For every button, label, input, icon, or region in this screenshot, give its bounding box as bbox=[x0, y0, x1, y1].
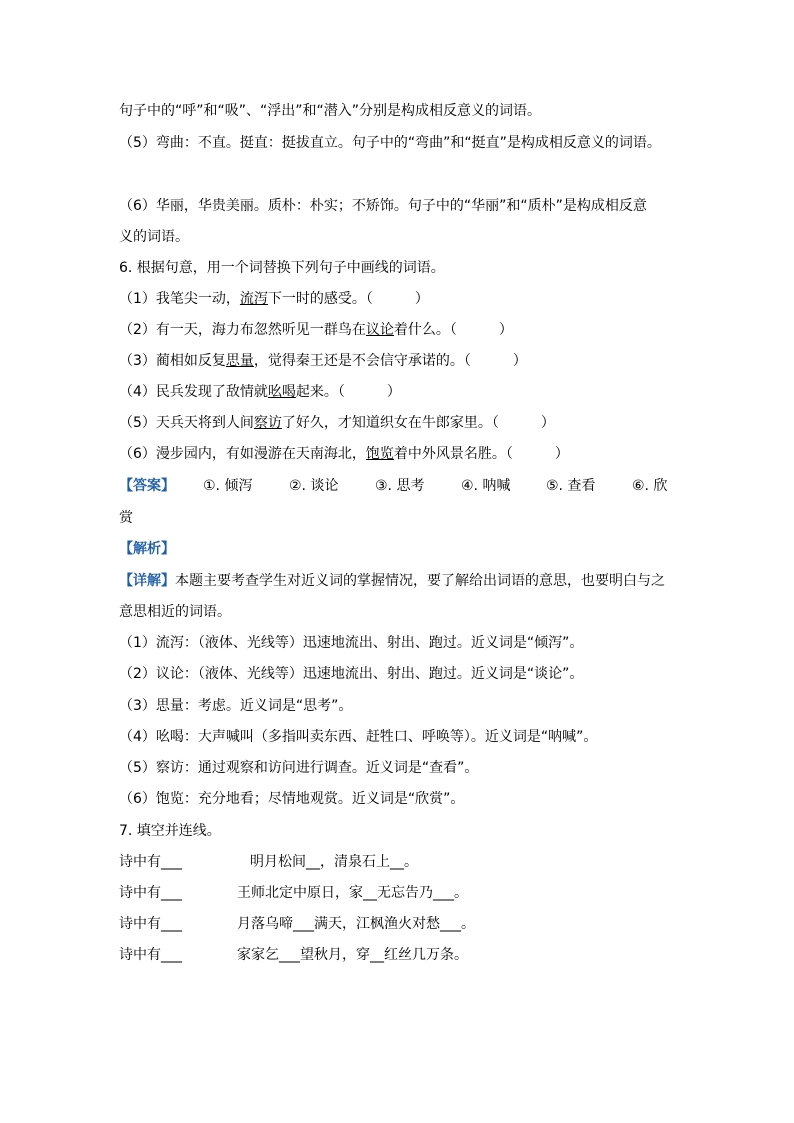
analysis-item: （4）吆喝：大声喊叫（多指叫卖东西、赶牲口、呼唤等）。近义词是“呐喊”。 bbox=[119, 729, 598, 745]
underlined-word: 议论 bbox=[365, 322, 394, 338]
q6-item: （1）我笔尖一动，流泻下一时的感受。（ ） bbox=[119, 291, 429, 307]
q6-item: （5）天兵天将到人间察访了好久，才知道织女在牛郎家里。（ ） bbox=[119, 415, 555, 431]
poem-right: 王师北定中原日，家__无忘告乃___。 bbox=[237, 885, 468, 901]
poem-left: 诗中有___ bbox=[119, 916, 182, 932]
poem-right: 家家乞___望秋月，穿__红丝几万条。 bbox=[237, 947, 468, 963]
q6-item: （2）有一天，海力布忽然听见一群鸟在议论着什么。（ ） bbox=[119, 322, 513, 338]
answer-label: 【答案】 bbox=[119, 478, 175, 494]
question-7-title: 7. 填空并连线。 bbox=[119, 823, 221, 839]
analysis-item: （2）议论：（液体、光线等）迅速地流出、射出、跑过。近义词是“谈论”。 bbox=[119, 666, 584, 682]
analysis-item: （5）察访：通过观察和访问进行调查。近义词是“查看”。 bbox=[119, 760, 479, 776]
text-line: （6）华丽，华贵美丽。质朴：朴实；不矫饰。句子中的“华丽”和“质朴”是构成相反意 bbox=[119, 198, 647, 214]
underlined-word: 察访 bbox=[253, 415, 282, 431]
text-line: 义的词语。 bbox=[119, 229, 189, 245]
answer-item: ②. 谈论 bbox=[289, 478, 339, 494]
q6-item: （3）蔺相如反复思量，觉得秦王还是不会信守承诺的。（ ） bbox=[119, 353, 527, 369]
poem-left: 诗中有___ bbox=[119, 947, 182, 963]
underlined-word: 流泻 bbox=[239, 291, 268, 307]
answer-item: ⑤. 查看 bbox=[546, 478, 596, 494]
analysis-item: （6）饱览：充分地看；尽情地观赏。近义词是“欣赏”。 bbox=[119, 791, 465, 807]
text-line: （5）弯曲：不直。挺直：挺拔直立。句子中的“弯曲”和“挺直”是构成相反意义的词语。 bbox=[119, 135, 661, 151]
text-line: 句子中的“呼”和“吸”、“浮出”和“潜入”分别是构成相反意义的词语。 bbox=[119, 103, 542, 119]
question-6-title: 6. 根据句意，用一个词替换下列句子中画线的词语。 bbox=[119, 260, 445, 276]
answer-item: ③. 思考 bbox=[375, 478, 425, 494]
analysis-item: （1）流泻：（液体、光线等）迅速地流出、射出、跑过。近义词是“倾泻”。 bbox=[119, 635, 584, 651]
underlined-word: 饱览 bbox=[365, 446, 394, 462]
poem-right: 月落乌啼___满天，江枫渔火对愁___。 bbox=[237, 916, 475, 932]
detail-continuation: 意思相近的词语。 bbox=[119, 604, 231, 620]
underlined-word: 思量 bbox=[225, 353, 254, 369]
detail-label: 【详解】 bbox=[119, 573, 175, 589]
q6-item: （6）漫步园内，有如漫游在天南海北，饱览着中外风景名胜。（ ） bbox=[119, 446, 569, 462]
q6-item: （4）民兵发现了敌情就吆喝起来。（ ） bbox=[119, 384, 401, 400]
answer-item: ①. 倾泻 bbox=[203, 478, 253, 494]
analysis-item: （3）思量：考虑。近义词是“思考”。 bbox=[119, 698, 353, 714]
underlined-word: 吆喝 bbox=[267, 384, 296, 400]
poem-left: 诗中有___ bbox=[119, 885, 182, 901]
poem-left: 诗中有___ bbox=[119, 854, 182, 870]
analysis-label: 【解析】 bbox=[119, 541, 175, 557]
poem-right: 明月松间__，清泉石上__。 bbox=[250, 854, 418, 870]
answer-continuation: 赏 bbox=[119, 510, 133, 526]
answer-item: ⑥. 欣 bbox=[632, 478, 668, 494]
answer-item: ④. 呐喊 bbox=[461, 478, 511, 494]
detail-line: 【详解】本题主要考查学生对近义词的掌握情况，要了解给出词语的意思，也要明白与之 bbox=[119, 573, 665, 589]
